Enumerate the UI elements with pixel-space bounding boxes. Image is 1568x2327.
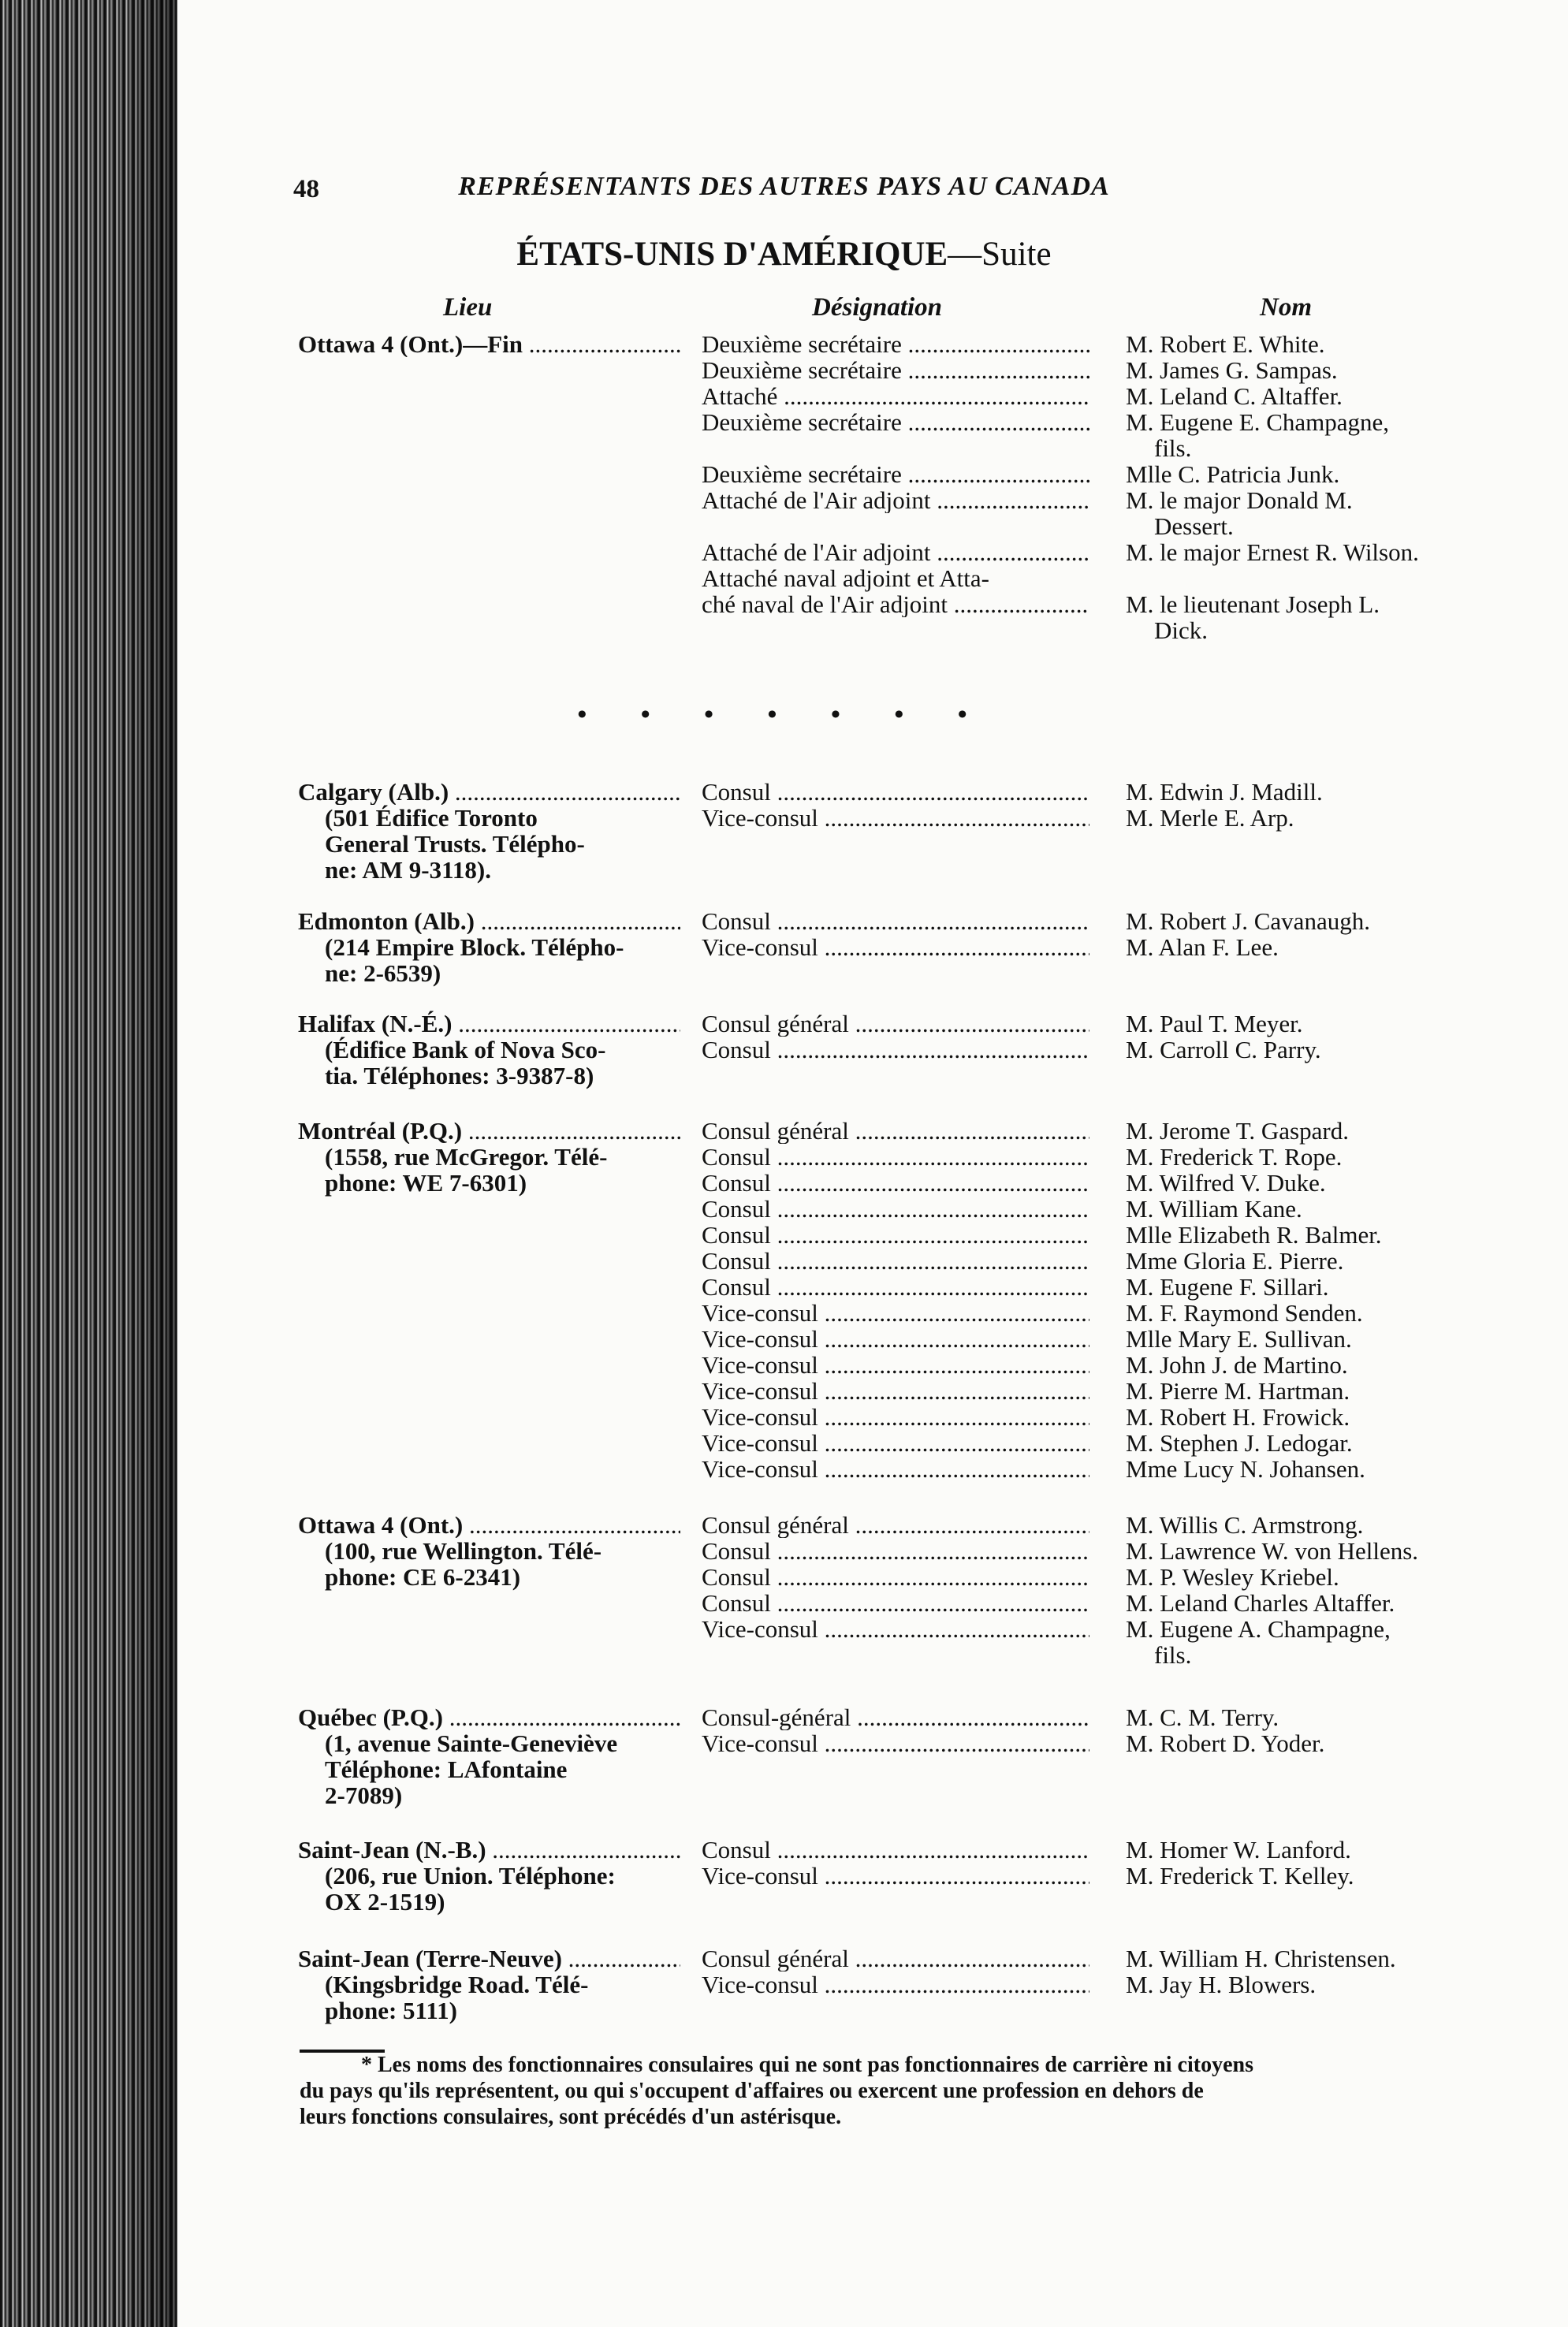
- person-name: M. Robert D. Yoder.: [1126, 1729, 1325, 1757]
- person-name: M. Eugene A. Champagne,: [1126, 1615, 1391, 1643]
- designation: Vice-consul .....: [702, 1730, 1089, 1756]
- person-name: M. Edwin J. Madill.: [1126, 778, 1323, 806]
- footnote-line: leurs fonctions consulaires, sont précédés d'un astérisque.: [300, 2105, 842, 2129]
- person-name: Mlle C. Patricia Junk.: [1126, 460, 1340, 488]
- person-name: M. Alan F. Lee.: [1126, 933, 1279, 961]
- place-name: Québec (P.Q.) .....: [298, 1704, 680, 1730]
- designation: [702, 1642, 1089, 1668]
- person-name: M. le major Donald M.: [1126, 486, 1353, 514]
- designation: Consul général .....: [702, 1118, 1089, 1144]
- person-name: M. Leland C. Altaffer.: [1126, 382, 1343, 410]
- designation-list: [702, 1704, 1089, 1756]
- place-block: [298, 1945, 680, 2024]
- place-name: Saint-Jean (N.-B.) .....: [298, 1837, 680, 1863]
- person-name: M. John J. de Martino.: [1126, 1351, 1348, 1379]
- name-list: [1126, 1011, 1512, 1063]
- place-block: [298, 779, 680, 883]
- designation: Vice-consul .....: [702, 1378, 1089, 1404]
- designation: Consul-général .....: [702, 1704, 1089, 1730]
- place-address-line: phone: 5111): [325, 1997, 457, 2024]
- place-name: Edmonton (Alb.) .....: [298, 908, 680, 934]
- designation: Consul .....: [702, 1590, 1089, 1616]
- designation: Attaché de l'Air adjoint .....: [702, 539, 1089, 565]
- name-list: [1126, 1512, 1512, 1668]
- place-address-line: (Kingsbridge Road. Télé-: [325, 1971, 589, 1998]
- place-block: [298, 331, 680, 357]
- designation: Deuxième secrétaire .....: [702, 461, 1089, 487]
- person-name: M. le major Ernest R. Wilson.: [1126, 538, 1419, 566]
- name-list: [1126, 1118, 1512, 1482]
- place-address-line: (1558, rue McGregor. Télé-: [325, 1143, 608, 1171]
- designation: Consul .....: [702, 1037, 1089, 1063]
- name-list: [1126, 1837, 1512, 1889]
- place-address-line: tia. Téléphones: 3-9387-8): [325, 1062, 594, 1089]
- name-list: [1126, 331, 1512, 643]
- designation: [702, 513, 1089, 539]
- running-head: REPRÉSENTANTS DES AUTRES PAYS AU CANADA: [458, 172, 1110, 201]
- designation: Deuxième secrétaire .....: [702, 331, 1089, 357]
- person-name: M. le lieutenant Joseph L.: [1126, 590, 1380, 618]
- person-name: Mlle Elizabeth R. Balmer.: [1126, 1221, 1382, 1249]
- person-name: M. Eugene F. Sillari.: [1126, 1273, 1329, 1301]
- place-block: [298, 1118, 680, 1196]
- person-name: M. Jay H. Blowers.: [1126, 1971, 1317, 1998]
- place-address-line: (1, avenue Sainte-Geneviève: [325, 1729, 618, 1757]
- place-name: Montréal (P.Q.) .....: [298, 1118, 680, 1144]
- person-name: M. Pierre M. Hartman.: [1126, 1377, 1350, 1405]
- section-title-suffix: —Suite: [948, 236, 1052, 273]
- designation: Consul .....: [702, 1538, 1089, 1564]
- name-list: [1126, 1704, 1512, 1756]
- place-address-line: 2-7089): [325, 1782, 403, 1809]
- designation-list: [702, 1011, 1089, 1063]
- designation-list: [702, 1945, 1089, 1997]
- person-name: Dessert.: [1154, 512, 1234, 540]
- designation: Vice-consul .....: [702, 1863, 1089, 1889]
- designation: Consul .....: [702, 1837, 1089, 1863]
- person-name: M. P. Wesley Kriebel.: [1126, 1563, 1339, 1591]
- designation: Vice-consul .....: [702, 1456, 1089, 1482]
- person-name: M. Eugene E. Champagne,: [1126, 408, 1390, 436]
- designation: Consul .....: [702, 1222, 1089, 1248]
- person-name: M. Jerome T. Gaspard.: [1126, 1117, 1349, 1145]
- footnote-line: du pays qu'ils représentent, ou qui s'occupent d'affaires ou exercent une profession en dehors de: [300, 2079, 1204, 2103]
- place-address-line: phone: WE 7-6301): [325, 1169, 527, 1197]
- person-name: M. Willis C. Armstrong.: [1126, 1511, 1364, 1539]
- designation: Vice-consul .....: [702, 934, 1089, 960]
- place-address-line: OX 2-1519): [325, 1888, 445, 1916]
- place-name: Ottawa 4 (Ont.)—Fin .....: [298, 331, 680, 357]
- designation-list: [702, 1118, 1089, 1482]
- person-name: M. Paul T. Meyer.: [1126, 1010, 1303, 1037]
- person-name: [1126, 565, 1512, 591]
- column-header-lieu: Lieu: [443, 293, 493, 322]
- designation: Consul général .....: [702, 1512, 1089, 1538]
- place-address-line: (214 Empire Block. Télépho-: [325, 933, 624, 961]
- place-address-line: General Trusts. Télépho-: [325, 830, 585, 858]
- person-name: M. Leland Charles Altaffer.: [1126, 1589, 1395, 1617]
- column-header-nom: Nom: [1260, 293, 1312, 322]
- designation: [702, 617, 1089, 643]
- designation: ché naval de l'Air adjoint .....: [702, 591, 1089, 617]
- person-name: M. Homer W. Lanford.: [1126, 1836, 1351, 1863]
- designation: Consul .....: [702, 1196, 1089, 1222]
- designation: Vice-consul .....: [702, 1326, 1089, 1352]
- designation: Attaché naval adjoint et Atta-: [702, 564, 989, 592]
- person-name: M. William Kane.: [1126, 1195, 1302, 1223]
- designation: Vice-consul .....: [702, 1352, 1089, 1378]
- person-name: M. Robert J. Cavanaugh.: [1126, 907, 1370, 935]
- place-block: [298, 1837, 680, 1915]
- page-gutter-shadow: [118, 0, 177, 2327]
- place-address-line: (100, rue Wellington. Télé-: [325, 1537, 602, 1565]
- designation: Consul .....: [702, 1248, 1089, 1274]
- person-name: M. Carroll C. Parry.: [1126, 1036, 1321, 1063]
- place-name: Calgary (Alb.) .....: [298, 779, 680, 805]
- person-name: Mme Lucy N. Johansen.: [1126, 1455, 1365, 1483]
- place-name: Saint-Jean (Terre-Neuve) .....: [298, 1945, 680, 1971]
- footnote: [300, 2052, 1502, 2130]
- designation: Consul .....: [702, 908, 1089, 934]
- person-name: M. William H. Christensen.: [1126, 1945, 1396, 1972]
- person-name: fils.: [1154, 434, 1192, 462]
- section-title-text: ÉTATS-UNIS D'AMÉRIQUE: [516, 236, 948, 273]
- designation-list: [702, 331, 1089, 643]
- designation: Vice-consul .....: [702, 1300, 1089, 1326]
- footnote-line: * Les noms des fonctionnaires consulaires qui ne sont pas fonctionnaires de carrière ni citoyens: [361, 2053, 1253, 2077]
- place-address-line: ne: AM 9-3118).: [325, 856, 491, 884]
- person-name: M. Stephen J. Ledogar.: [1126, 1429, 1353, 1457]
- place-address-line: phone: CE 6-2341): [325, 1563, 521, 1591]
- person-name: M. C. M. Terry.: [1126, 1703, 1279, 1731]
- person-name: M. Frederick T. Kelley.: [1126, 1862, 1354, 1890]
- person-name: M. Merle E. Arp.: [1126, 804, 1294, 832]
- person-name: M. Frederick T. Rope.: [1126, 1143, 1343, 1171]
- place-block: [298, 1512, 680, 1590]
- designation-list: [702, 779, 1089, 831]
- place-address-line: (206, rue Union. Téléphone:: [325, 1862, 616, 1890]
- place-name: Ottawa 4 (Ont.) .....: [298, 1512, 680, 1538]
- designation: [702, 435, 1089, 461]
- designation: Deuxième secrétaire .....: [702, 409, 1089, 435]
- column-header-designation: Désignation: [812, 293, 943, 322]
- person-name: Mlle Mary E. Sullivan.: [1126, 1325, 1352, 1353]
- place-block: [298, 908, 680, 986]
- person-name: M. Lawrence W. von Hellens.: [1126, 1537, 1419, 1565]
- designation: Consul .....: [702, 1170, 1089, 1196]
- designation: Vice-consul .....: [702, 1971, 1089, 1997]
- designation: Attaché de l'Air adjoint .....: [702, 487, 1089, 513]
- person-name: M. Wilfred V. Duke.: [1126, 1169, 1326, 1197]
- person-name: M. James G. Sampas.: [1126, 356, 1338, 384]
- name-list: [1126, 779, 1512, 831]
- designation: Vice-consul .....: [702, 1616, 1089, 1642]
- designation-list: [702, 1512, 1089, 1668]
- place-address-line: ne: 2-6539): [325, 959, 441, 987]
- designation-list: [702, 908, 1089, 960]
- designation: Consul général .....: [702, 1945, 1089, 1971]
- place-address-line: Téléphone: LAfontaine: [325, 1755, 568, 1783]
- designation: Consul .....: [702, 779, 1089, 805]
- designation: Deuxième secrétaire .....: [702, 357, 1089, 383]
- designation: Vice-consul .....: [702, 805, 1089, 831]
- designation: Consul .....: [702, 1564, 1089, 1590]
- place-block: [298, 1011, 680, 1089]
- page-number: 48: [293, 175, 319, 203]
- place-block: [298, 1704, 680, 1808]
- person-name: Mme Gloria E. Pierre.: [1126, 1247, 1344, 1275]
- name-list: [1126, 908, 1512, 960]
- designation: Vice-consul .....: [702, 1430, 1089, 1456]
- separator-dots: • • • • • • •: [577, 700, 991, 729]
- designation: Consul .....: [702, 1144, 1089, 1170]
- place-name: Halifax (N.-É.) .....: [298, 1011, 680, 1037]
- designation: Consul .....: [702, 1274, 1089, 1300]
- designation: Attaché .....: [702, 383, 1089, 409]
- person-name: M. Robert H. Frowick.: [1126, 1403, 1350, 1431]
- place-address-line: (501 Édifice Toronto: [325, 804, 538, 832]
- designation-list: [702, 1837, 1089, 1889]
- designation: Vice-consul .....: [702, 1404, 1089, 1430]
- person-name: M. Robert E. White.: [1126, 330, 1325, 358]
- name-list: [1126, 1945, 1512, 1997]
- designation: Consul général .....: [702, 1011, 1089, 1037]
- person-name: M. F. Raymond Senden.: [1126, 1299, 1363, 1327]
- person-name: Dick.: [1154, 616, 1209, 644]
- person-name: fils.: [1154, 1641, 1192, 1669]
- place-address-line: (Édifice Bank of Nova Sco-: [325, 1036, 606, 1063]
- section-title: [0, 235, 1568, 274]
